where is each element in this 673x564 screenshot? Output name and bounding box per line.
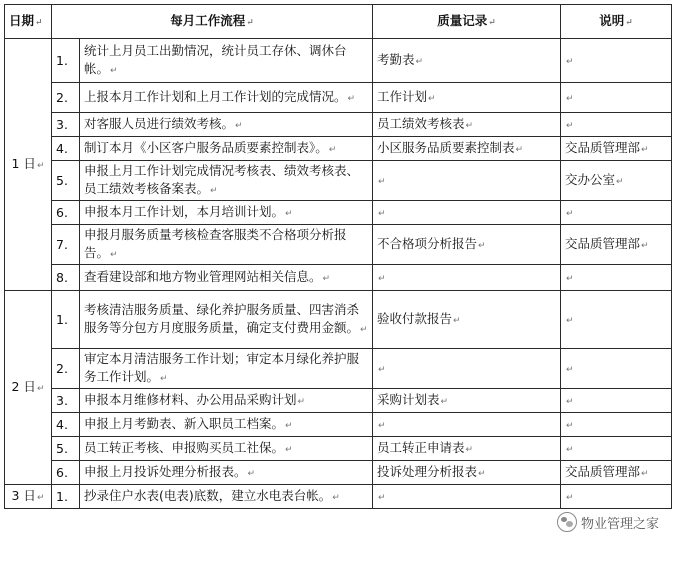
note-cell: 交品质管理部↵ <box>561 225 672 265</box>
table-row <box>5 389 672 413</box>
task-description: 考核清洁服务质量、绿化养护服务质量、四害消杀服务等分包方月度服务质量，确定支付费用金额。↵ <box>80 291 373 349</box>
task-number: 1. <box>52 291 80 349</box>
table-body <box>5 39 672 509</box>
note-cell: ↵ <box>561 39 672 83</box>
date-cell: 3 日↵ <box>5 485 52 509</box>
task-number: 6. <box>52 201 80 225</box>
note-cell: 交品质管理部↵ <box>561 137 672 161</box>
quality-record: 考勤表↵ <box>373 39 561 83</box>
task-number: 3. <box>52 389 80 413</box>
task-description: 申报本月工作计划，本月培训计划。↵ <box>80 201 373 225</box>
header-row <box>5 5 672 39</box>
table-row <box>5 137 672 161</box>
table-row <box>5 349 672 389</box>
table-row <box>5 291 672 349</box>
note-cell: 交品质管理部↵ <box>561 461 672 485</box>
table-row <box>5 437 672 461</box>
quality-record: 采购计划表↵ <box>373 389 561 413</box>
wechat-icon <box>557 512 577 532</box>
task-number: 1. <box>52 485 80 509</box>
quality-record: ↵ <box>373 161 561 201</box>
task-number: 6. <box>52 461 80 485</box>
table-row <box>5 413 672 437</box>
task-description: 员工转正考核、申报购买员工社保。↵ <box>80 437 373 461</box>
quality-record: ↵ <box>373 265 561 291</box>
quality-record: ↵ <box>373 485 561 509</box>
note-cell: ↵ <box>561 437 672 461</box>
note-cell: ↵ <box>561 485 672 509</box>
note-cell: ↵ <box>561 413 672 437</box>
task-description: 申报上月投诉处理分析报表。↵ <box>80 461 373 485</box>
quality-record: 员工转正申请表↵ <box>373 437 561 461</box>
table-row <box>5 113 672 137</box>
task-description: 申报上月工作计划完成情况考核表、绩效考核表、员工绩效考核备案表。↵ <box>80 161 373 201</box>
quality-record: 小区服务品质要素控制表↵ <box>373 137 561 161</box>
table-row <box>5 485 672 509</box>
task-number: 7. <box>52 225 80 265</box>
task-number: 5. <box>52 437 80 461</box>
table-row <box>5 201 672 225</box>
table-row <box>5 265 672 291</box>
task-description: 申报本月维修材料、办公用品采购计划↵ <box>80 389 373 413</box>
date-cell: 1 日↵ <box>5 39 52 291</box>
quality-record: 不合格项分析报告↵ <box>373 225 561 265</box>
table-row <box>5 225 672 265</box>
task-description: 审定本月清洁服务工作计划；审定本月绿化养护服务工作计划。↵ <box>80 349 373 389</box>
note-cell: ↵ <box>561 349 672 389</box>
work-flow-table <box>4 4 672 509</box>
watermark <box>553 510 663 534</box>
quality-record: 工作计划↵ <box>373 83 561 113</box>
table-row <box>5 39 672 83</box>
table-row <box>5 83 672 113</box>
task-number: 8. <box>52 265 80 291</box>
task-description: 申报上月考勤表、新入职员工档案。↵ <box>80 413 373 437</box>
task-number: 2. <box>52 349 80 389</box>
note-cell: ↵ <box>561 83 672 113</box>
task-number: 2. <box>52 83 80 113</box>
quality-record: ↵ <box>373 413 561 437</box>
task-description: 统计上月员工出勤情况，统计员工存休、调休台帐。↵ <box>80 39 373 83</box>
header-note: 说明↵ <box>561 5 672 39</box>
watermark-text: 物业管理之家 <box>580 516 659 532</box>
task-description: 查看建设部和地方物业管理网站相关信息。↵ <box>80 265 373 291</box>
task-number: 4. <box>52 137 80 161</box>
header-date: 日期↵ <box>5 5 52 39</box>
header-process: 每月工作流程↵ <box>52 5 373 39</box>
note-cell: ↵ <box>561 201 672 225</box>
task-description: 申报月服务质量考核检查客服类不合格项分析报告。↵ <box>80 225 373 265</box>
task-description: 制订本月《小区客户服务品质要素控制表》。↵ <box>80 137 373 161</box>
task-number: 5. <box>52 161 80 201</box>
quality-record: 员工绩效考核表↵ <box>373 113 561 137</box>
task-number: 4. <box>52 413 80 437</box>
quality-record: ↵ <box>373 201 561 225</box>
note-cell: ↵ <box>561 113 672 137</box>
header-record: 质量记录↵ <box>373 5 561 39</box>
note-cell: 交办公室↵ <box>561 161 672 201</box>
note-cell: ↵ <box>561 291 672 349</box>
table-row <box>5 461 672 485</box>
quality-record: 投诉处理分析报表↵ <box>373 461 561 485</box>
table-row <box>5 161 672 201</box>
date-cell: 2 日↵ <box>5 291 52 485</box>
note-cell: ↵ <box>561 265 672 291</box>
task-description: 上报本月工作计划和上月工作计划的完成情况。↵ <box>80 83 373 113</box>
quality-record: ↵ <box>373 349 561 389</box>
note-cell: ↵ <box>561 389 672 413</box>
task-number: 1. <box>52 39 80 83</box>
task-number: 3. <box>52 113 80 137</box>
task-description: 抄录住户水表(电表)底数，建立水电表台帐。↵ <box>80 485 373 509</box>
quality-record: 验收付款报告↵ <box>373 291 561 349</box>
task-description: 对客服人员进行绩效考核。↵ <box>80 113 373 137</box>
